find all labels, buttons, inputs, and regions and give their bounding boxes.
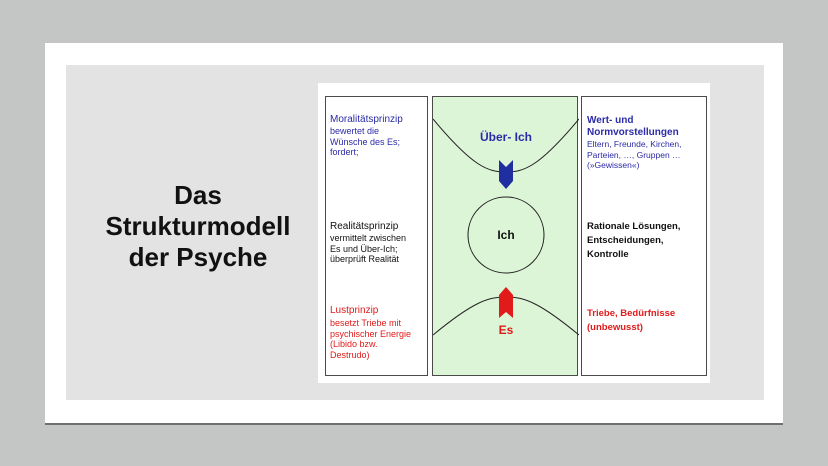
reality-line-2: Es und Über-Ich; (330, 243, 398, 254)
drives-line-2: (unbewusst) (587, 322, 643, 333)
moral-line-1: bewertet die (330, 126, 380, 136)
moral-block (330, 114, 403, 158)
reality-block (330, 221, 406, 265)
values-line-3: Eltern, Freunde, Kirchen, (587, 139, 682, 149)
moral-heading: Moralitätsprinzip (330, 114, 403, 125)
lust-line-4: Destrudo) (330, 349, 370, 360)
values-line-1: Wert- und (587, 115, 634, 126)
right-column (581, 96, 707, 376)
structure-diagram (318, 83, 710, 383)
title-line-2: Strukturmodell (105, 211, 291, 241)
title-line-3: der Psyche (128, 242, 268, 272)
middle-column (432, 96, 578, 376)
es-label: Es (498, 323, 514, 337)
lust-line-1: besetzt Triebe mit (330, 318, 402, 328)
drives-line-1: Triebe, Bedürfnisse (587, 308, 676, 319)
slide-title (80, 180, 316, 273)
values-line-5: (»Gewissen«) (587, 160, 640, 170)
rational-line-3: Kontrolle (587, 249, 629, 260)
up-arrow-icon (499, 287, 513, 318)
reality-heading: Realitätsprinzip (330, 221, 399, 232)
down-arrow-icon (499, 160, 513, 189)
ueber-ich-label: Über- Ich (479, 130, 532, 144)
lust-block (330, 304, 411, 360)
lust-heading: Lustprinzip (330, 305, 379, 316)
left-column (325, 96, 428, 376)
rational-line-1: Rationale Lösungen, (587, 221, 681, 232)
lust-line-2: psychischer Energie (330, 328, 412, 339)
rational-block (587, 220, 680, 262)
superego-boundary (433, 119, 579, 172)
lust-line-3: (Libido bzw. (330, 339, 378, 349)
rational-line-2: Entscheidungen, (587, 235, 664, 246)
moral-line-2: Wünsche des Es; (330, 136, 401, 147)
ich-label: Ich (497, 228, 515, 242)
title-line-1: Das (174, 180, 222, 210)
values-line-2: Normvorstellungen (587, 127, 679, 138)
moral-line-3: fordert; (330, 147, 359, 157)
drives-block (587, 307, 675, 335)
reality-line-3: überprüft Realität (330, 254, 400, 264)
reality-line-1: vermittelt zwischen (330, 233, 407, 243)
values-block (587, 115, 682, 171)
values-line-4: Parteien, …, Gruppen … (587, 149, 681, 160)
